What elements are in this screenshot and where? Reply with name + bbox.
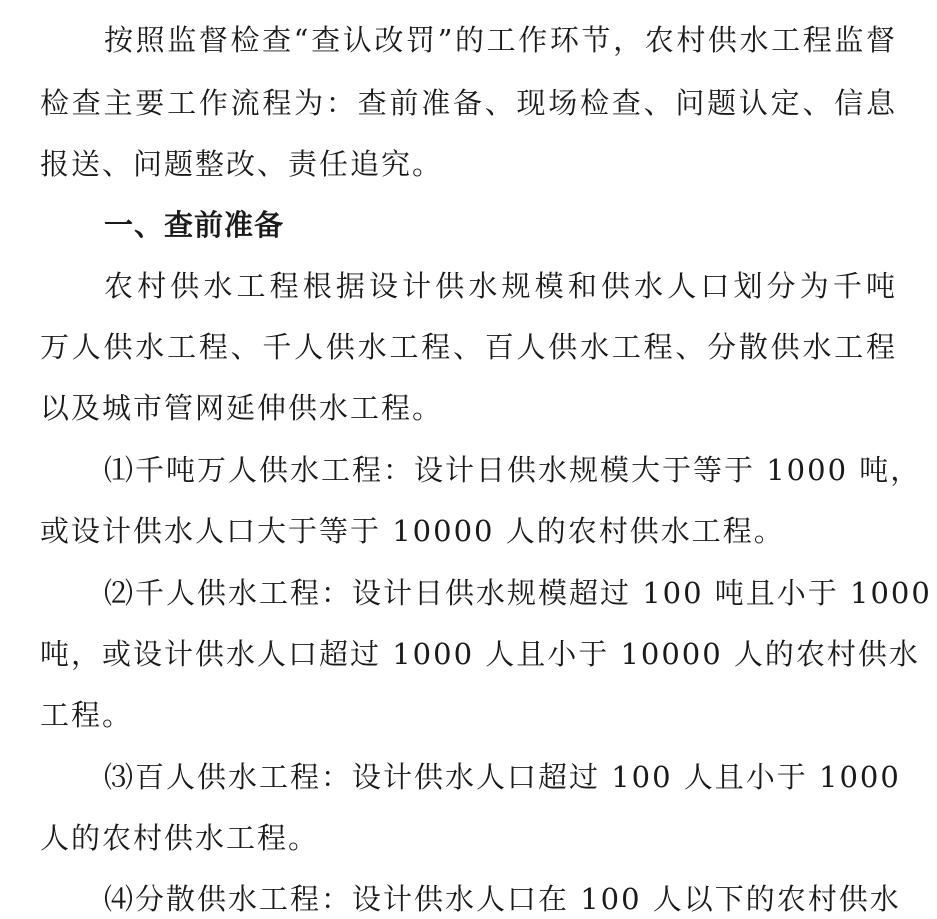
section-heading: 一、查前准备	[104, 208, 285, 242]
item1-line1: ⑴千吨万人供水工程：设计日供水规模大于等于 1000 吨，	[104, 453, 922, 487]
para1-line2: 检查主要工作流程为：查前准备、现场检查、问题认定、信息	[40, 86, 897, 120]
para1-line1: 按照监督检查“查认改罚”的工作环节，农村供水工程监督	[104, 23, 897, 57]
para1-line3: 报送、问题整改、责任追究。	[40, 147, 444, 181]
item2-line3: 工程。	[40, 698, 134, 732]
para2-line1: 农村供水工程根据设计供水规模和供水人口划分为千吨	[104, 269, 897, 303]
para2-line2: 万人供水工程、千人供水工程、百人供水工程、分散供水工程	[40, 330, 897, 364]
para2-line3: 以及城市管网延伸供水工程。	[40, 391, 444, 425]
item2-line1: ⑵千人供水工程：设计日供水规模超过 100 吨且小于 1000	[104, 576, 932, 610]
item2-line2: 吨，或设计供水人口超过 1000 人且小于 10000 人的农村供水	[40, 637, 920, 671]
item3-line2: 人的农村供水工程。	[40, 821, 320, 855]
item3-line1: ⑶百人供水工程：设计供水人口超过 100 人且小于 1000	[104, 760, 901, 794]
item4-line1: ⑷分散供水工程：设计供水人口在 100 人以下的农村供水	[104, 882, 901, 916]
item1-line2: 或设计供水人口大于等于 10000 人的农村供水工程。	[40, 514, 785, 548]
